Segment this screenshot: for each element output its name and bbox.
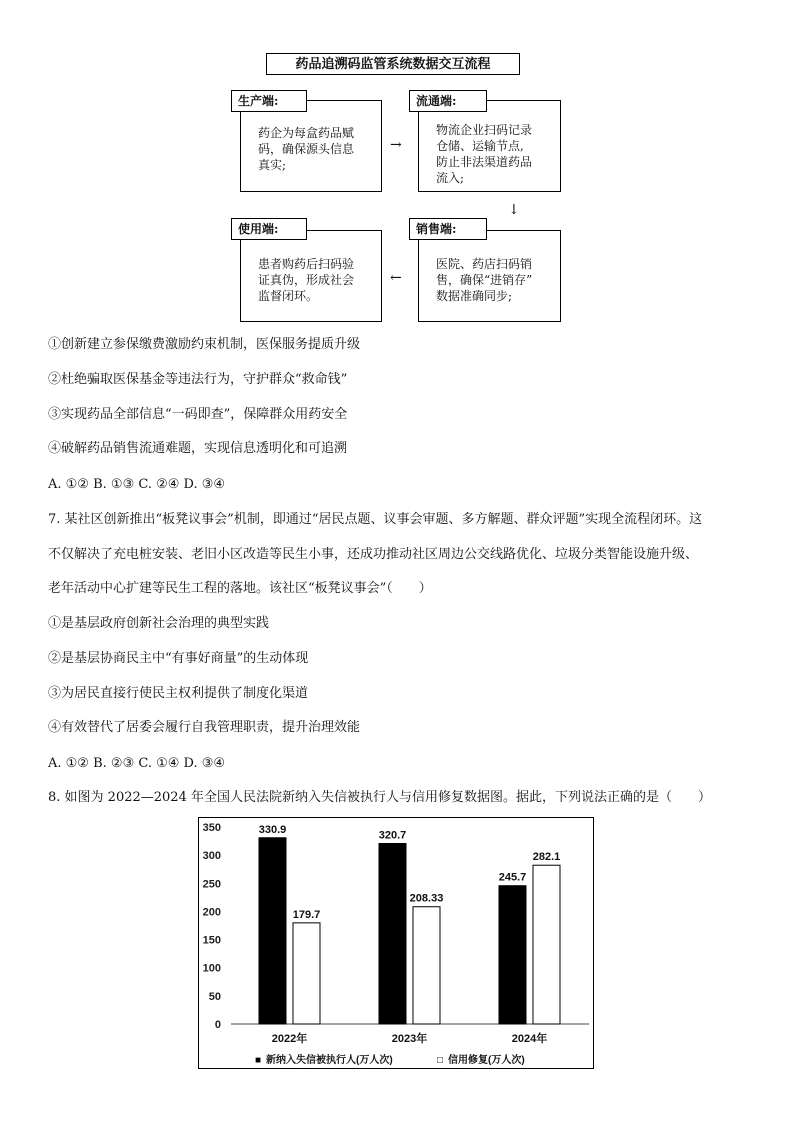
x-tick-label: 2022年 xyxy=(271,1033,308,1045)
q6-option-3: ③实现药品全部信息“一码即查”，保障群众用药安全 xyxy=(48,407,348,422)
flow-label-production: 生产端: xyxy=(231,90,307,112)
flow-text-sales: 医院、药店扫码销 售，确保“进销存” 数据准确同步; xyxy=(436,257,533,303)
flow-text-production: 药企为每盒药品赋 码，确保源头信息 真实; xyxy=(258,126,355,172)
bar-dishonest xyxy=(259,838,286,1024)
q7-stem-line-2: 不仅解决了充电桩安装、老旧小区改造等民生小事，还成功推动社区周边公交线路优化、垃圾分类智能设施升级、 xyxy=(48,547,699,562)
legend-marker-dishonest: ■ xyxy=(255,1055,262,1066)
q7-option-4: ④有效替代了居委会履行自我管理职责，提升治理效能 xyxy=(48,720,361,735)
arrow-left-icon: ← xyxy=(390,270,402,286)
q6-option-2: ②杜绝骗取医保基金等违法行为，守护群众“救命钱” xyxy=(48,372,348,387)
y-tick-label: 0 xyxy=(214,1019,221,1031)
y-tick-label: 250 xyxy=(202,878,221,891)
bar-repair xyxy=(293,923,320,1024)
legend-label-dishonest: 新纳入失信被执行人(万人次) xyxy=(266,1055,393,1066)
bar-value-label: 320.7 xyxy=(378,829,407,842)
q6-option-1: ①创新建立参保缴费激励约束机制，医保服务提质升级 xyxy=(48,337,361,352)
bar-chart xyxy=(199,818,593,1068)
legend-marker-repair: □ xyxy=(437,1055,444,1066)
flow-label-circulation: 流通端: xyxy=(409,90,487,112)
y-tick-label: 150 xyxy=(202,934,221,947)
q7-choices: A. ①② B. ②③ C. ①④ D. ③④ xyxy=(48,756,226,771)
y-tick-label: 350 xyxy=(202,822,221,834)
y-tick-label: 100 xyxy=(202,962,221,975)
q6-option-4: ④破解药品销售流通难题，实现信息透明化和可追溯 xyxy=(48,441,348,456)
flow-label-use: 使用端: xyxy=(231,218,307,240)
bar-repair xyxy=(533,865,560,1024)
flowchart-title: 药品追溯码监管系统数据交互流程 xyxy=(266,53,520,75)
q7-option-1: ①是基层政府创新社会治理的典型实践 xyxy=(48,616,270,631)
legend-label-repair: 信用修复(万人次) xyxy=(448,1055,525,1066)
y-tick-label: 300 xyxy=(202,850,221,863)
q7-option-3: ③为居民直接行使民主权利提供了制度化渠道 xyxy=(48,686,309,701)
bar-value-label: 282.1 xyxy=(532,851,561,864)
q7-option-2: ②是基层协商民主中“有事好商量”的生动体现 xyxy=(48,651,309,666)
flow-text-use: 患者购药后扫码验 证真伪，形成社会 监督闭环。 xyxy=(258,257,355,303)
chart-frame xyxy=(198,817,594,1069)
arrow-down-icon: ↓ xyxy=(508,202,520,218)
bar-value-label: 245.7 xyxy=(498,871,527,884)
y-tick-label: 200 xyxy=(202,906,221,919)
q6-choices: A. ①② B. ①③ C. ②④ D. ③④ xyxy=(48,477,226,492)
bar-value-label: 179.7 xyxy=(292,908,321,921)
x-tick-label: 2024年 xyxy=(511,1033,548,1045)
y-tick-label: 50 xyxy=(208,990,221,1003)
bar-dishonest xyxy=(379,843,406,1024)
bar-repair xyxy=(413,907,440,1024)
flow-text-circulation: 物流企业扫码记录 仓储、运输节点, 防止非法渠道药品 流入; xyxy=(436,123,533,185)
q7-stem-line-3: 老年活动中心扩建等民生工程的落地。该社区“板凳议事会”（ ） xyxy=(48,581,432,596)
q8-stem: 8. 如图为 2022—2024 年全国人民法院新纳入失信被执行人与信用修复数据图。据此，下列说法正确的是（ ） xyxy=(48,790,711,805)
x-tick-label: 2023年 xyxy=(391,1033,428,1045)
q7-stem-line-1: 7. 某社区创新推出“板凳议事会”机制，即通过“居民点题、议事会审题、多方解题、群众评题”实现全流程闭环。这 xyxy=(48,512,703,527)
bar-dishonest xyxy=(499,886,526,1024)
flow-label-sales: 销售端: xyxy=(409,218,487,240)
arrow-right-icon: → xyxy=(390,137,402,153)
bar-value-label: 330.9 xyxy=(258,823,287,836)
bar-value-label: 208.33 xyxy=(409,892,444,905)
